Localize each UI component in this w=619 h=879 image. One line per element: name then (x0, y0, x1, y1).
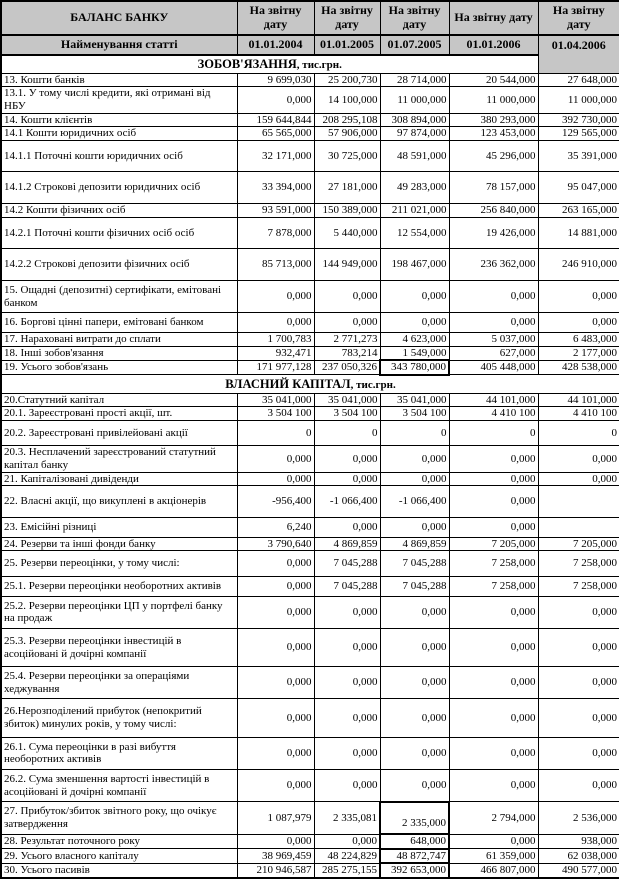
cell-value: 938,000 (538, 834, 619, 849)
row-label: 14.1 Кошти юридичних осіб (1, 127, 237, 141)
cell-value: 428 538,000 (538, 360, 619, 375)
cell-value: 5 440,000 (314, 217, 380, 249)
table-row (1, 217, 619, 249)
cell-value: 285 275,155 (314, 863, 380, 878)
cell-value: 0,000 (237, 446, 314, 472)
cell-value: 35 041,000 (314, 393, 380, 407)
cell-value: 11 000,000 (449, 87, 538, 113)
table-row (1, 393, 619, 407)
cell-value: 0,000 (449, 628, 538, 666)
section-header (1, 375, 619, 393)
cell-value: 263 165,000 (538, 204, 619, 218)
cell-value: 32 171,000 (237, 140, 314, 172)
cell-value: 62 038,000 (538, 849, 619, 864)
col-header-date-label-5: На звітну дату (538, 1, 619, 35)
col-header-date-3: 01.07.2005 (380, 35, 449, 55)
cell-value: 4 410 100 (449, 407, 538, 421)
table-row (1, 737, 619, 769)
cell-value: 0,000 (449, 769, 538, 801)
cell-value: 0,000 (314, 834, 380, 849)
row-label: 18. Інші зобов'язання (1, 346, 237, 360)
col-header-statement-name: Найменування статті (1, 35, 237, 55)
cell-value: 0,000 (449, 737, 538, 769)
cell-value: 9 699,030 (237, 73, 314, 87)
row-label: 25.2. Резерви переоцінки ЦП у портфелі банку на продаж (1, 596, 237, 628)
cell-value: 0,000 (314, 667, 380, 699)
cell-value: 44 101,000 (449, 393, 538, 407)
row-label: 14.2.1 Поточні кошти фізичних осіб осіб (1, 217, 237, 249)
table-row (1, 313, 619, 333)
cell-value: 0,000 (449, 667, 538, 699)
row-label: 14.1.2 Строкові депозити юридичних осіб (1, 172, 237, 204)
cell-value: 0,000 (380, 472, 449, 486)
cell-value: 3 504 100 (314, 407, 380, 421)
cell-value: 246 910,000 (538, 249, 619, 281)
cell-value: 2 794,000 (449, 802, 538, 834)
cell-value: -956,400 (237, 486, 314, 518)
cell-value: 159 644,844 (237, 113, 314, 127)
cell-value: 38 969,459 (237, 849, 314, 864)
cell-value: 14 100,000 (314, 87, 380, 113)
cell-value: 7 045,288 (314, 551, 380, 577)
cell-value: 7 258,000 (538, 551, 619, 577)
row-label: 19. Усього зобов'язань (1, 360, 237, 375)
cell-value: 0,000 (538, 769, 619, 801)
cell-value: 0,000 (237, 834, 314, 849)
cell-value: 14 881,000 (538, 217, 619, 249)
table-row (1, 346, 619, 360)
cell-value: 0,000 (237, 596, 314, 628)
cell-value: 208 295,108 (314, 113, 380, 127)
row-label: 25. Резерви переоцінки, у тому числі: (1, 551, 237, 577)
cell-value: 33 394,000 (237, 172, 314, 204)
row-label: 25.3. Резерви переоцінки інвестицій в асоційовані й дочірні компанії (1, 628, 237, 666)
table-row (1, 332, 619, 346)
cell-value: 35 041,000 (380, 393, 449, 407)
cell-value: 0,000 (237, 576, 314, 596)
table-row (1, 518, 619, 538)
cell-value: 0,000 (538, 667, 619, 699)
row-label: 21. Капіталізовані дивіденди (1, 472, 237, 486)
cell-value: 256 840,000 (449, 204, 538, 218)
cell-value: 2 536,000 (538, 802, 619, 834)
cell-value: 0,000 (237, 769, 314, 801)
row-label: 13. Кошти банків (1, 73, 237, 87)
cell-value: 20 544,000 (449, 73, 538, 87)
cell-value: 0,000 (538, 446, 619, 472)
cell-value: 97 874,000 (380, 127, 449, 141)
cell-value: 0,000 (380, 313, 449, 333)
cell-value: 4 623,000 (380, 332, 449, 346)
cell-value: 0,000 (449, 313, 538, 333)
cell-value: 0,000 (237, 313, 314, 333)
cell-value: 2 335,081 (314, 802, 380, 834)
cell-value: 7 045,288 (314, 576, 380, 596)
cell-value: 129 565,000 (538, 127, 619, 141)
cell-value: 0,000 (314, 699, 380, 737)
cell-value: 1 700,783 (237, 332, 314, 346)
cell-value: 57 906,000 (314, 127, 380, 141)
cell-value: 3 504 100 (237, 407, 314, 421)
cell-value: 0,000 (538, 281, 619, 313)
header-grey-continuation-cell (538, 55, 619, 73)
section-title (1, 375, 619, 393)
section-unit-text: , тис.грн. (296, 59, 342, 71)
table-row (1, 667, 619, 699)
cell-value: 343 780,000 (380, 360, 449, 375)
row-label: 16. Боргові цінні папери, емітовані банком (1, 313, 237, 333)
cell-value: 198 467,000 (380, 249, 449, 281)
table-row (1, 834, 619, 849)
cell-value: 0,000 (538, 699, 619, 737)
cell-value: 3 504 100 (380, 407, 449, 421)
cell-value: 392 730,000 (538, 113, 619, 127)
cell-value: 3 790,640 (237, 537, 314, 551)
table-row (1, 360, 619, 375)
cell-value: 27 648,000 (538, 73, 619, 87)
row-label: 17. Нараховані витрати до сплати (1, 332, 237, 346)
cell-value: 0,000 (237, 667, 314, 699)
col-header-date-1: 01.01.2004 (237, 35, 314, 55)
table-row (1, 87, 619, 113)
cell-value: 30 725,000 (314, 140, 380, 172)
table-row (1, 699, 619, 737)
cell-value: 0,000 (380, 667, 449, 699)
section-title (1, 55, 538, 73)
col-header-date-5: 01.04.2006 (538, 35, 619, 55)
cell-value: 0 (380, 420, 449, 446)
row-label: 20.3. Несплачений зареєстрований статутний капітал банку (1, 446, 237, 472)
section-unit-text: , тис.грн. (350, 378, 396, 391)
cell-value: 0 (449, 420, 538, 446)
cell-value: 0,000 (237, 551, 314, 577)
row-label: 13.1. У тому числі кредити, які отримані від НБУ (1, 87, 237, 113)
table-row (1, 849, 619, 864)
col-header-date-label-4: На звітну дату (449, 1, 538, 35)
cell-value: 211 021,000 (380, 204, 449, 218)
row-label: 26.2. Сума зменшення вартості інвестицій в асоційовані й дочірні компанії (1, 769, 237, 801)
cell-value: 0,000 (538, 628, 619, 666)
table-row (1, 420, 619, 446)
cell-value: -1 066,400 (314, 486, 380, 518)
cell-value: 4 410 100 (538, 407, 619, 421)
row-label: 20.Статутний капітал (1, 393, 237, 407)
cell-value: 1 087,979 (237, 802, 314, 834)
cell-value: 171 977,128 (237, 360, 314, 375)
cell-value: 0,000 (449, 472, 538, 486)
cell-value: 0,000 (237, 699, 314, 737)
cell-value: 0,000 (538, 313, 619, 333)
col-header-date-label-2: На звітну дату (314, 1, 380, 35)
cell-value: 45 296,000 (449, 140, 538, 172)
table-row (1, 551, 619, 577)
cell-value: 12 554,000 (380, 217, 449, 249)
cell-value: 0,000 (449, 281, 538, 313)
cell-value: 48 224,829 (314, 849, 380, 864)
cell-value: 308 894,000 (380, 113, 449, 127)
cell-value: 932,471 (237, 346, 314, 360)
cell-value: 35 391,000 (538, 140, 619, 172)
cell-value: 5 037,000 (449, 332, 538, 346)
row-label: 24. Резерви та інші фонди банку (1, 537, 237, 551)
cell-value: 0,000 (538, 596, 619, 628)
cell-value: 0 (538, 420, 619, 446)
cell-value: 0 (314, 420, 380, 446)
cell-value: 0,000 (449, 596, 538, 628)
cell-value: 380 293,000 (449, 113, 538, 127)
cell-value: 0,000 (380, 446, 449, 472)
cell-value: 0,000 (237, 628, 314, 666)
row-label: 28. Результат поточного року (1, 834, 237, 849)
cell-value: 123 453,000 (449, 127, 538, 141)
section-title-text: ЗОБОВ'ЯЗАННЯ (197, 57, 297, 71)
row-label: 20.1. Зареєстровані прості акції, шт. (1, 407, 237, 421)
cell-value (538, 486, 619, 518)
cell-value: 0,000 (314, 472, 380, 486)
cell-value: 61 359,000 (449, 849, 538, 864)
cell-value: 0,000 (314, 737, 380, 769)
cell-value: 237 050,326 (314, 360, 380, 375)
cell-value: 0,000 (449, 486, 538, 518)
cell-value: 648,000 (380, 834, 449, 849)
cell-value: 0,000 (380, 281, 449, 313)
cell-value: 0,000 (380, 628, 449, 666)
cell-value: 7 045,288 (380, 551, 449, 577)
table-row (1, 407, 619, 421)
cell-value: 0,000 (314, 769, 380, 801)
cell-value: -1 066,400 (380, 486, 449, 518)
cell-value: 0,000 (380, 737, 449, 769)
cell-value: 6 483,000 (538, 332, 619, 346)
table-row (1, 249, 619, 281)
cell-value: 144 949,000 (314, 249, 380, 281)
table-row (1, 113, 619, 127)
header-row-title (1, 1, 619, 35)
cell-value: 1 549,000 (380, 346, 449, 360)
row-label: 14.2.2 Строкові депозити фізичних осіб (1, 249, 237, 281)
cell-value: 65 565,000 (237, 127, 314, 141)
col-header-date-label-1: На звітну дату (237, 1, 314, 35)
cell-value: 78 157,000 (449, 172, 538, 204)
row-label: 15. Ощадні (депозитні) сертифікати, емітовані банком (1, 281, 237, 313)
row-label: 26.1. Сума переоцінки в разі вибуття необоротних активів (1, 737, 237, 769)
row-label: 20.2. Зареєстровані привілейовані акції (1, 420, 237, 446)
row-label: 27. Прибуток/збиток звітного року, що очікує затвердження (1, 802, 237, 834)
cell-value: 0,000 (314, 281, 380, 313)
cell-value: 0,000 (538, 737, 619, 769)
cell-value: 6,240 (237, 518, 314, 538)
cell-value: 2 335,000 (380, 802, 449, 834)
cell-value: 7 258,000 (449, 551, 538, 577)
cell-value: 0,000 (449, 699, 538, 737)
cell-value: 19 426,000 (449, 217, 538, 249)
cell-value: 466 807,000 (449, 863, 538, 878)
section-title-text: ВЛАСНИЙ КАПІТАЛ (225, 376, 351, 391)
cell-value: 0,000 (314, 313, 380, 333)
cell-value: 210 946,587 (237, 863, 314, 878)
cell-value: 0,000 (237, 737, 314, 769)
cell-value: 0,000 (314, 518, 380, 538)
cell-value: 0,000 (380, 518, 449, 538)
row-label: 14. Кошти клієнтів (1, 113, 237, 127)
cell-value: 48 872,747 (380, 849, 449, 864)
row-label: 25.4. Резерви переоцінки за операціями хеджування (1, 667, 237, 699)
table-row (1, 73, 619, 87)
table-row (1, 769, 619, 801)
cell-value: 150 389,000 (314, 204, 380, 218)
cell-value: 7 258,000 (538, 576, 619, 596)
table-row (1, 127, 619, 141)
cell-value: 27 181,000 (314, 172, 380, 204)
table-row (1, 204, 619, 218)
row-label: 14.2 Кошти фізичних осіб (1, 204, 237, 218)
cell-value: 48 591,000 (380, 140, 449, 172)
cell-value: 35 041,000 (237, 393, 314, 407)
cell-value: 93 591,000 (237, 204, 314, 218)
table-row (1, 802, 619, 834)
table-title: БАЛАНС БАНКУ (1, 1, 237, 35)
cell-value: 25 200,730 (314, 73, 380, 87)
cell-value: 7 205,000 (449, 537, 538, 551)
cell-value: 0,000 (449, 446, 538, 472)
table-row (1, 172, 619, 204)
cell-value: 7 258,000 (449, 576, 538, 596)
cell-value: 4 869,859 (380, 537, 449, 551)
cell-value: 28 714,000 (380, 73, 449, 87)
table-row (1, 472, 619, 486)
row-label: 29. Усього власного капіталу (1, 849, 237, 864)
cell-value: 7 045,288 (380, 576, 449, 596)
table-row (1, 576, 619, 596)
cell-value: 0,000 (380, 596, 449, 628)
cell-value: 2 771,273 (314, 332, 380, 346)
row-label: 23. Емісійні різниці (1, 518, 237, 538)
cell-value: 49 283,000 (380, 172, 449, 204)
cell-value: 0,000 (538, 472, 619, 486)
cell-value: 236 362,000 (449, 249, 538, 281)
table-row (1, 486, 619, 518)
row-label: 26.Нерозподілений прибуток (непокритий збиток) минулих років, у тому числі: (1, 699, 237, 737)
cell-value: 7 878,000 (237, 217, 314, 249)
table-body (1, 55, 619, 878)
cell-value: 0,000 (237, 87, 314, 113)
table-row (1, 281, 619, 313)
col-header-date-label-3: На звітну дату (380, 1, 449, 35)
cell-value: 7 205,000 (538, 537, 619, 551)
table-row (1, 537, 619, 551)
row-label: 14.1.1 Поточні кошти юридичних осіб (1, 140, 237, 172)
cell-value: 0,000 (449, 518, 538, 538)
table-row (1, 628, 619, 666)
cell-value: 0,000 (314, 596, 380, 628)
cell-value: 490 577,000 (538, 863, 619, 878)
row-label: 25.1. Резерви переоцінки необоротних активів (1, 576, 237, 596)
section-header (1, 55, 619, 73)
row-label: 30. Усього пасивів (1, 863, 237, 878)
cell-value: 11 000,000 (538, 87, 619, 113)
cell-value: 0,000 (380, 699, 449, 737)
row-label: 22. Власні акції, що викуплені в акціонерів (1, 486, 237, 518)
table-row (1, 140, 619, 172)
cell-value: 11 000,000 (380, 87, 449, 113)
cell-value: 0,000 (237, 281, 314, 313)
cell-value: 2 177,000 (538, 346, 619, 360)
cell-value: 0,000 (380, 769, 449, 801)
cell-value: 0,000 (314, 446, 380, 472)
cell-value: 0,000 (237, 472, 314, 486)
cell-value: 0,000 (314, 628, 380, 666)
cell-value: 405 448,000 (449, 360, 538, 375)
header-row-dates (1, 35, 619, 55)
table-row (1, 596, 619, 628)
cell-value: 392 653,000 (380, 863, 449, 878)
cell-value: 0,000 (449, 834, 538, 849)
cell-value: 44 101,000 (538, 393, 619, 407)
cell-value: 95 047,000 (538, 172, 619, 204)
cell-value: 0 (237, 420, 314, 446)
table-row (1, 446, 619, 472)
cell-value (538, 518, 619, 538)
col-header-date-2: 01.01.2005 (314, 35, 380, 55)
cell-value: 85 713,000 (237, 249, 314, 281)
col-header-date-4: 01.01.2006 (449, 35, 538, 55)
cell-value: 627,000 (449, 346, 538, 360)
cell-value: 4 869,859 (314, 537, 380, 551)
cell-value: 783,214 (314, 346, 380, 360)
table-row (1, 863, 619, 878)
